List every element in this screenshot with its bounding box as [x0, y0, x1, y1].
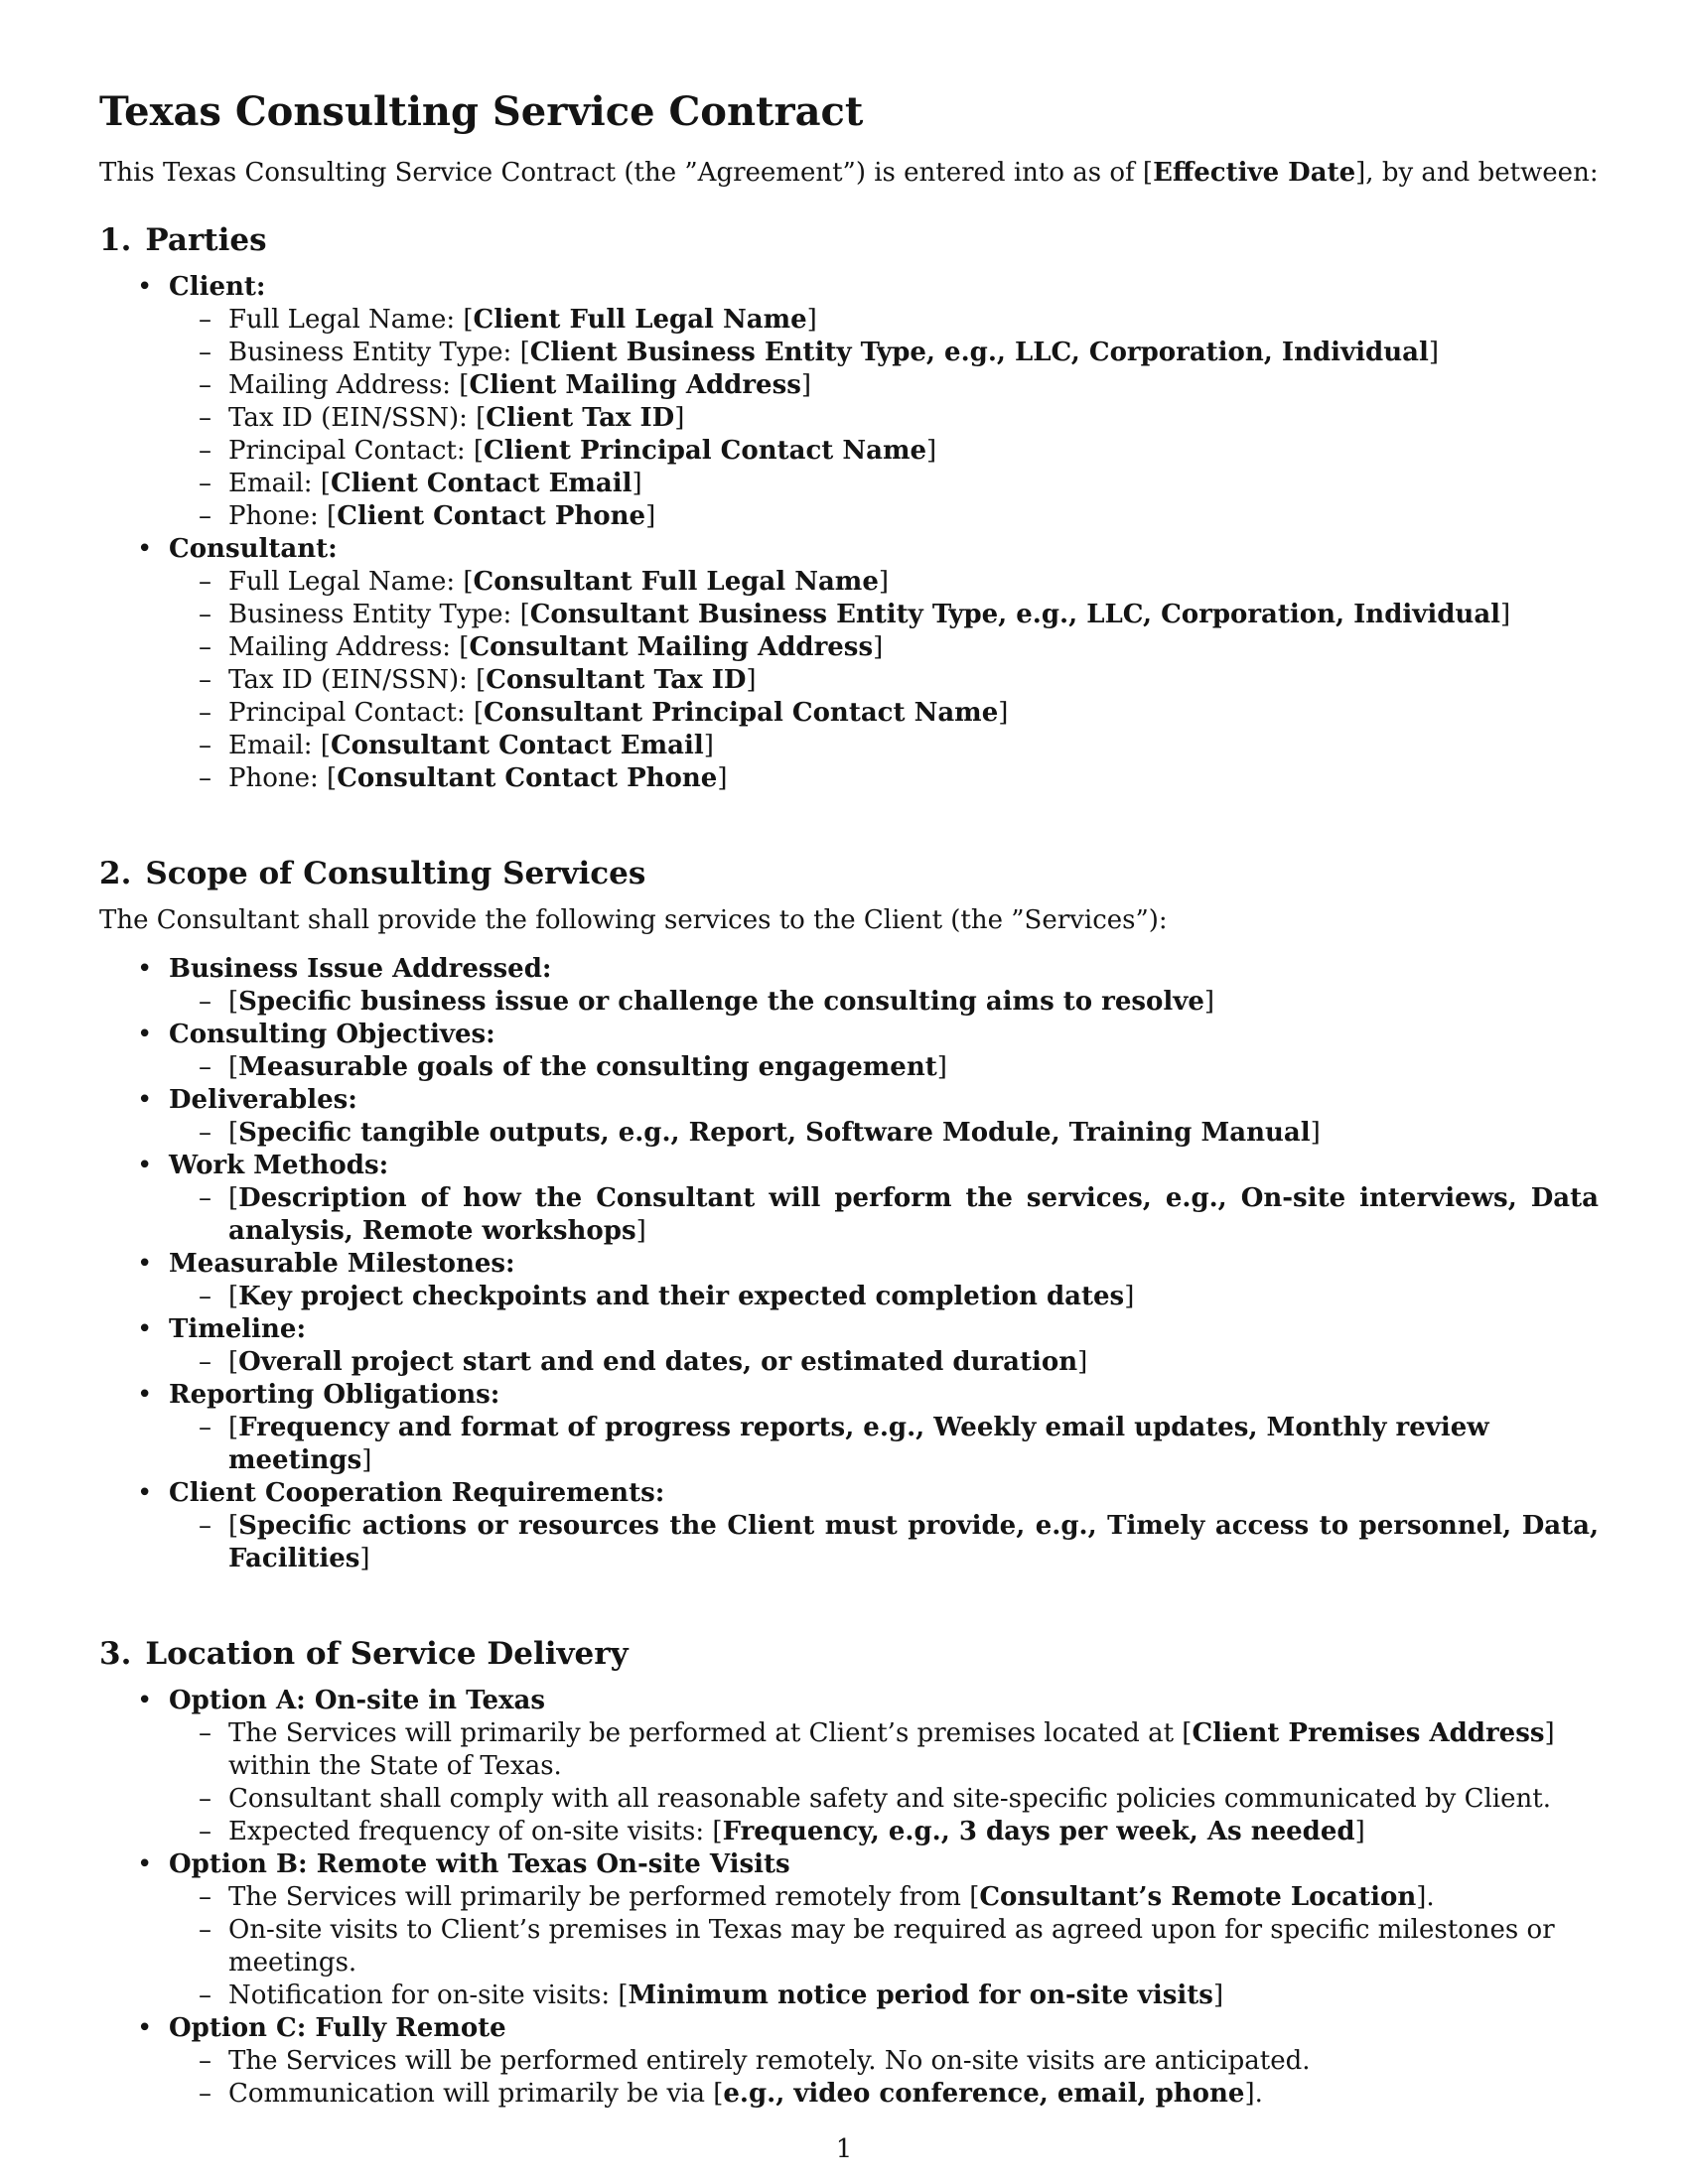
sub-list-item	[169, 664, 1599, 697]
section-heading	[99, 1633, 1599, 1675]
sub-item-text: Email: [	[228, 469, 331, 498]
sub-item-suffix: ]	[703, 731, 714, 760]
placeholder-field: Client Contact Email	[330, 469, 633, 498]
sub-item-text: Mailing Address: [	[228, 370, 470, 400]
sub-list	[169, 566, 1599, 795]
sub-list-item	[169, 304, 1599, 337]
placeholder-field: Description of how the Consultant will perform the services, e.g., On-site interviews, Data analysis, Remote workshops	[228, 1183, 1599, 1246]
placeholder-field: Consultant Principal Contact Name	[484, 698, 999, 728]
sub-item-text: [	[228, 1347, 239, 1377]
section-lead: The Consultant shall provide the following services to the Client (the ”Services”):	[99, 905, 1168, 935]
item-label: • Reporting Obligations:	[169, 1380, 500, 1410]
section-title: Parties	[145, 222, 267, 258]
list-item	[99, 533, 1599, 795]
section-number: 1.	[99, 222, 132, 258]
sub-item-suffix: ]	[1077, 1347, 1088, 1377]
sub-list-item	[169, 1117, 1599, 1150]
list-item	[99, 1379, 1599, 1477]
sub-list-item	[169, 1979, 1599, 2012]
sub-item-suffix: ]	[632, 469, 642, 498]
list-item	[99, 1248, 1599, 1313]
placeholder-field: Consultant Full Legal Name	[473, 567, 879, 597]
sub-list	[169, 1182, 1599, 1248]
sub-list	[169, 1346, 1599, 1379]
sub-item-text: Tax ID (EIN/SSN): [	[228, 665, 487, 695]
section-list	[99, 271, 1599, 795]
section-number: 3.	[99, 1636, 132, 1672]
sub-list-item	[169, 1881, 1599, 1914]
section-heading	[99, 853, 1599, 894]
sub-item-text: Email: [	[228, 731, 331, 760]
sub-list-item	[169, 986, 1599, 1019]
sub-list-item	[169, 631, 1599, 664]
sub-item-text: Principal Contact: [	[228, 698, 485, 728]
sub-item-text: Full Legal Name: [	[228, 305, 474, 335]
sub-list	[169, 1117, 1599, 1150]
sub-item-text: [	[228, 1183, 239, 1213]
list-item	[99, 1019, 1599, 1084]
sub-item-suffix: ]	[635, 1216, 646, 1246]
placeholder-field: Overall project start and end dates, or estimated duration	[238, 1347, 1078, 1377]
item-label: • Client:	[169, 272, 266, 302]
sub-list	[169, 2045, 1599, 2111]
sub-item-text: The Services will primarily be performed at Client’s premises located at [	[228, 1718, 1193, 1748]
sub-list-item	[169, 2045, 1599, 2078]
placeholder-field: Consultant Contact Phone	[337, 763, 718, 793]
item-label: • Measurable Milestones:	[169, 1249, 515, 1279]
item-label: • Timeline:	[169, 1314, 307, 1344]
sub-item-suffix: ]	[1310, 1118, 1321, 1148]
placeholder-field: Consultant Mailing Address	[469, 632, 874, 662]
placeholder-field: Consultant Business Entity Type, e.g., LLC, Corporation, Individual	[529, 600, 1501, 629]
placeholder-field: Specific actions or resources the Client must provide, e.g., Timely access to personnel, Data, Facilities	[228, 1511, 1599, 1573]
sub-list-item	[169, 762, 1599, 795]
sub-list	[169, 1051, 1599, 1084]
sub-item-text: The Services will be performed entirely remotely. No on-site visits are anticipated.	[228, 2046, 1311, 2076]
sub-list	[169, 1412, 1599, 1477]
item-label: • Option B: Remote with Texas On-site Visits	[169, 1849, 790, 1879]
list-item	[99, 1150, 1599, 1248]
sub-item-suffix: ]	[806, 305, 817, 335]
sub-item-suffix: ].	[1244, 2079, 1263, 2109]
sub-item-suffix: ]	[873, 632, 884, 662]
sub-list-item	[169, 2078, 1599, 2111]
sub-item-text: Business Entity Type: [	[228, 600, 530, 629]
sections-container	[99, 219, 1599, 2111]
sub-item-suffix: ]	[1124, 1282, 1135, 1311]
sub-list	[169, 304, 1599, 533]
sub-item-text: Business Entity Type: [	[228, 338, 530, 367]
sub-item-suffix: ]	[936, 1052, 947, 1082]
placeholder-field: Frequency, e.g., 3 days per week, As needed	[722, 1817, 1355, 1846]
intro-text-after: ], by and between:	[1355, 158, 1599, 188]
sub-list-item	[169, 566, 1599, 599]
placeholder-field: Client Full Legal Name	[473, 305, 807, 335]
placeholder-field: Client Premises Address	[1192, 1718, 1545, 1748]
sub-item-text: Phone: [	[228, 763, 338, 793]
placeholder-field: Client Business Entity Type, e.g., LLC, Corporation, Individual	[529, 338, 1429, 367]
list-item	[99, 1848, 1599, 2012]
sub-item-suffix: ]	[1354, 1817, 1365, 1846]
sub-list	[169, 1510, 1599, 1575]
sub-list-item	[169, 599, 1599, 631]
sub-item-text: Mailing Address: [	[228, 632, 470, 662]
list-item	[99, 1313, 1599, 1379]
intro-paragraph	[99, 157, 1599, 190]
sub-list-item	[169, 1281, 1599, 1313]
sub-item-suffix: ]	[878, 567, 890, 597]
list-item	[99, 2012, 1599, 2111]
document-title: Texas Consulting Service Contract	[99, 88, 864, 135]
placeholder-field: Consultant Contact Email	[330, 731, 704, 760]
sub-item-text: Tax ID (EIN/SSN): [	[228, 403, 487, 433]
sub-item-text: Phone: [	[228, 501, 338, 531]
sub-item-suffix: ]	[645, 501, 656, 531]
sub-item-suffix: ]	[1203, 987, 1215, 1017]
item-label: • Deliverables:	[169, 1085, 357, 1115]
sub-item-text: The Services will primarily be performed remotely from [	[228, 1882, 980, 1912]
sub-item-text: Consultant shall comply with all reasonable safety and site-specific policies communicated by Client.	[228, 1784, 1551, 1814]
document-page	[99, 87, 1599, 2111]
sub-item-suffix: ]	[746, 665, 757, 695]
list-item	[99, 1685, 1599, 1848]
placeholder-field: Measurable goals of the consulting engagement	[238, 1052, 937, 1082]
placeholder-field: e.g., video conference, email, phone	[723, 2079, 1245, 2109]
sub-item-text: [	[228, 1413, 239, 1442]
item-label: • Consulting Objectives:	[169, 1020, 495, 1049]
placeholder-field: Client Principal Contact Name	[484, 436, 927, 466]
item-label: • Client Cooperation Requirements:	[169, 1478, 665, 1508]
sub-item-text: On-site visits to Client’s premises in Texas may be required as agreed upon for specific milestones or meetings.	[228, 1915, 1555, 1978]
sub-list-item	[169, 1783, 1599, 1816]
sub-list-item	[169, 1816, 1599, 1848]
sub-list-item	[169, 1717, 1599, 1783]
sub-item-suffix: ]	[361, 1445, 372, 1475]
placeholder-field: Client Tax ID	[486, 403, 675, 433]
sub-list	[169, 1881, 1599, 2012]
sub-list-item	[169, 500, 1599, 533]
sub-list	[169, 986, 1599, 1019]
sub-item-suffix: ]	[1212, 1980, 1224, 2010]
section-title: Location of Service Delivery	[145, 1636, 629, 1672]
item-label: • Consultant:	[169, 534, 338, 564]
sub-list-item	[169, 1182, 1599, 1248]
sub-item-suffix: ]	[800, 370, 812, 400]
list-item	[99, 271, 1599, 533]
placeholder-field: Client Contact Phone	[337, 501, 646, 531]
page-number: 1	[835, 2134, 853, 2164]
item-label: • Work Methods:	[169, 1151, 389, 1180]
sub-list	[169, 1717, 1599, 1848]
sub-item-suffix: ]	[926, 436, 937, 466]
effective-date-placeholder: Effective Date	[1153, 158, 1356, 188]
sub-list	[169, 1281, 1599, 1313]
placeholder-field: Consultant’s Remote Location	[979, 1882, 1417, 1912]
sub-item-text: Full Legal Name: [	[228, 567, 474, 597]
sub-list-item	[169, 468, 1599, 500]
sub-list-item	[169, 697, 1599, 730]
placeholder-field: Consultant Tax ID	[486, 665, 747, 695]
section-list	[99, 953, 1599, 1575]
sub-list-item	[169, 402, 1599, 435]
sub-list-item	[169, 1412, 1599, 1477]
sub-list-item	[169, 730, 1599, 762]
list-item	[99, 1477, 1599, 1575]
sub-item-suffix: ]	[998, 698, 1009, 728]
sub-list-item	[169, 337, 1599, 369]
sub-item-suffix: ]	[1500, 600, 1511, 629]
item-label: • Option C: Fully Remote	[169, 2013, 506, 2043]
sub-list-item	[169, 1914, 1599, 1979]
sub-item-text: [	[228, 987, 239, 1017]
sub-item-text: Expected frequency of on-site visits: [	[228, 1817, 723, 1846]
sub-list-item	[169, 435, 1599, 468]
sub-item-suffix: ]	[674, 403, 685, 433]
sub-item-text: [	[228, 1282, 239, 1311]
list-item	[99, 953, 1599, 1019]
sub-item-suffix: ] within the State of Texas.	[228, 1718, 1555, 1781]
sub-list-item	[169, 1346, 1599, 1379]
sub-item-text: [	[228, 1052, 239, 1082]
placeholder-field: Client Mailing Address	[469, 370, 801, 400]
sub-list-item	[169, 369, 1599, 402]
sub-item-text: Principal Contact: [	[228, 436, 485, 466]
placeholder-field: Frequency and format of progress reports, e.g., Weekly email updates, Monthly review meetings	[228, 1413, 1489, 1475]
section-heading	[99, 219, 1599, 261]
placeholder-field: Specific business issue or challenge the consulting aims to resolve	[238, 987, 1204, 1017]
sub-item-text: [	[228, 1511, 239, 1541]
sub-list-item	[169, 1051, 1599, 1084]
section-title: Scope of Consulting Services	[145, 856, 646, 891]
section-number: 2.	[99, 856, 132, 891]
sub-item-suffix: ]	[1428, 338, 1439, 367]
placeholder-field: Key project checkpoints and their expected completion dates	[238, 1282, 1125, 1311]
item-label: • Business Issue Addressed:	[169, 954, 552, 984]
sub-list-item	[169, 1510, 1599, 1575]
placeholder-field: Specific tangible outputs, e.g., Report, Software Module, Training Manual	[238, 1118, 1311, 1148]
sub-item-suffix: ]	[359, 1544, 370, 1573]
sub-item-text: Communication will primarily be via [	[228, 2079, 724, 2109]
intro-text-before: This Texas Consulting Service Contract (the ”Agreement”) is entered into as of [	[99, 158, 1154, 188]
sub-item-text: [	[228, 1118, 239, 1148]
section-list	[99, 1685, 1599, 2111]
sub-item-suffix: ]	[717, 763, 728, 793]
item-label: • Option A: On-site in Texas	[169, 1686, 546, 1715]
sub-item-text: Notification for on-site visits: [	[228, 1980, 629, 2010]
placeholder-field: Minimum notice period for on-site visits	[628, 1980, 1213, 2010]
sub-item-suffix: ].	[1416, 1882, 1435, 1912]
list-item	[99, 1084, 1599, 1150]
